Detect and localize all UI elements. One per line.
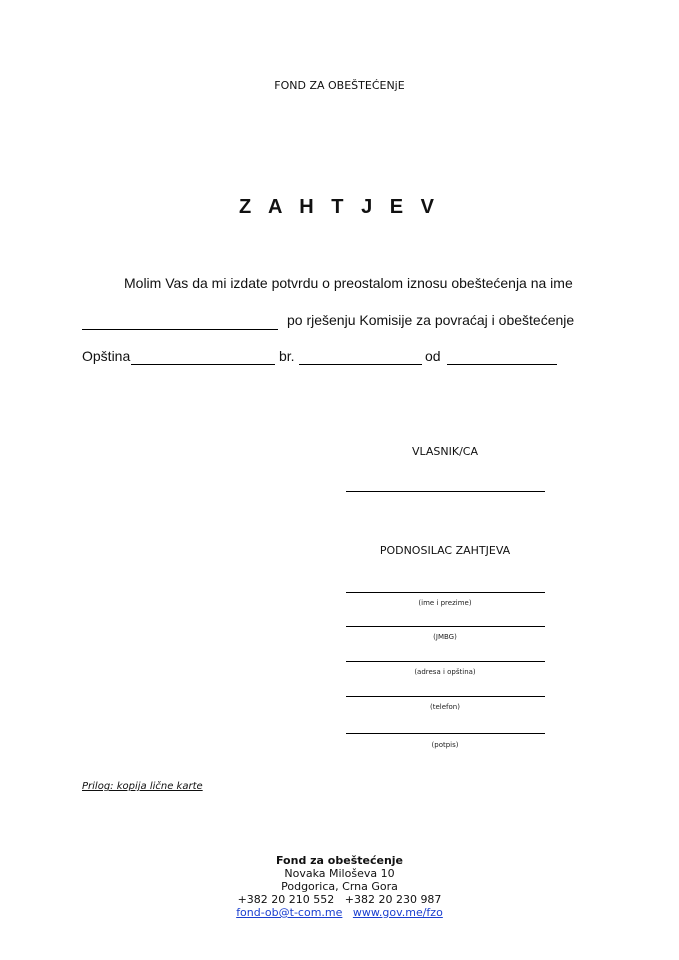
applicant-label: PODNOSILAC ZAHTJEVA <box>379 544 511 557</box>
applicant-jmbg-line <box>346 626 545 627</box>
br-blank-line <box>299 364 422 365</box>
document-title: Z A H T J E V <box>239 196 440 218</box>
applicant-name-caption: (ime i prezime) <box>418 599 472 607</box>
opstina-blank-line <box>131 364 275 365</box>
applicant-signature-caption: (potpis) <box>431 741 459 749</box>
opstina-label: Opština <box>82 348 131 364</box>
applicant-name-line <box>346 592 545 593</box>
name-blank-line <box>82 329 278 330</box>
owner-label: VLASNIK/CA <box>411 445 478 458</box>
applicant-signature-line <box>346 733 545 734</box>
br-label: br. <box>279 348 295 364</box>
applicant-address-line <box>346 661 545 662</box>
attachment-note: Prilog: kopija lične karte <box>82 781 203 792</box>
website-link[interactable]: www.gov.me/fzo <box>352 906 443 919</box>
footer-fund-name: Fond za obeštećenje <box>275 854 403 867</box>
footer-city: Podgorica, Crna Gora <box>281 880 398 893</box>
od-label: od <box>425 348 441 364</box>
footer <box>0 854 679 919</box>
footer-street: Novaka Miloševa 10 <box>284 867 395 880</box>
email-link[interactable]: fond-ob@t-com.me <box>236 906 343 919</box>
request-line-1: Molim Vas da mi izdate potvrdu o preostalom iznosu obeštećenja na ime <box>124 275 573 291</box>
applicant-address-caption: (adresa i opština) <box>414 668 476 676</box>
request-line-2: po rješenju Komisije za povraćaj i obeštećenje <box>287 312 575 328</box>
fund-header: FOND ZA OBEŠTEĆENjE <box>274 79 405 92</box>
owner-signature-line <box>346 491 545 492</box>
applicant-jmbg-caption: (JMBG) <box>433 633 457 641</box>
applicant-phone-line <box>346 696 545 697</box>
footer-phones: +382 20 210 552 +382 20 230 987 <box>237 893 442 906</box>
od-blank-line <box>447 364 557 365</box>
footer-links <box>0 906 679 919</box>
applicant-phone-caption: (telefon) <box>430 703 460 711</box>
